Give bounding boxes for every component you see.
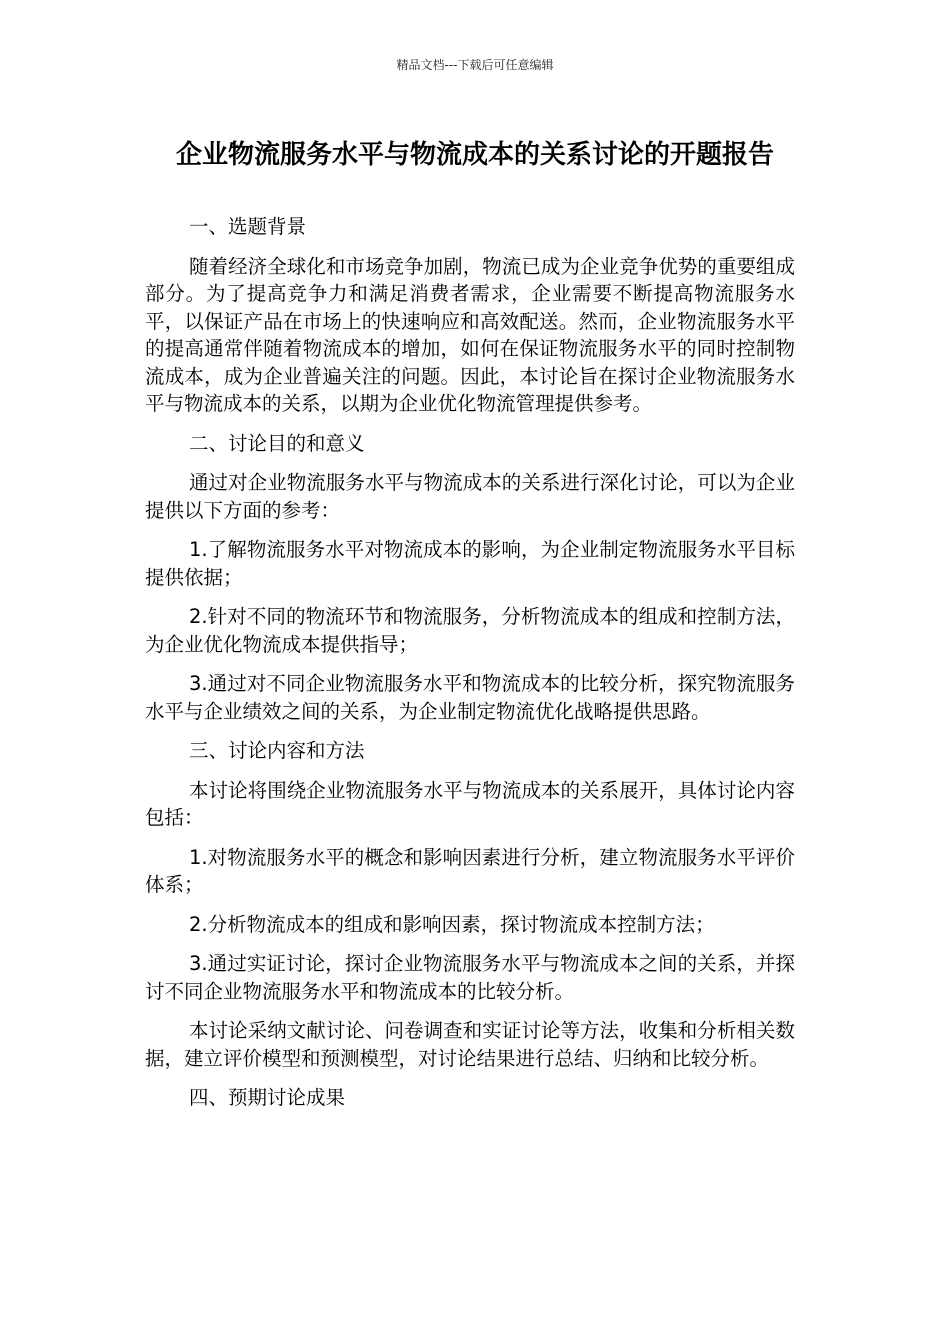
paragraph-background: 随着经济全球化和市场竞争加剧，物流已成为企业竞争优势的重要组成部分。为了提高竞争力和满足消费者需求，企业需要不断提高物流服务水平，以保证产品在市场上的快速响应和高效配送。然而，企业物流服务水平的提高通常伴随着物流成本的增加，如何在保证物流服务水平的同时控制物流成本，成为企业普遍关注的问题。因此，本讨论旨在探讨企业物流服务水平与物流成本的关系，以期为企业优化物流管理提供参考。 xyxy=(145,254,795,415)
section-heading-purpose: 二、讨论目的和意义 xyxy=(189,431,365,455)
document-body xyxy=(145,213,795,1124)
section-heading-content-methods: 三、讨论内容和方法 xyxy=(189,739,365,762)
list-item-purpose-1: 1.了解物流服务水平对物流成本的影响，为企业制定物流服务水平目标提供依据； xyxy=(145,538,795,589)
section-heading-expected-results: 四、预期讨论成果 xyxy=(189,1086,346,1109)
list-item-content-3: 3.通过实证讨论，探讨企业物流服务水平与物流成本之间的关系，并探讨不同企业物流服务水平和物流成本的比较分析。 xyxy=(145,952,795,1003)
document-title: 企业物流服务水平与物流成本的关系讨论的开题报告 xyxy=(175,140,774,170)
page-header-note: 精品文档---下载后可任意编辑 xyxy=(396,58,554,72)
section-heading-background: 一、选题背景 xyxy=(189,215,307,238)
paragraph-content-intro: 本讨论将围绕企业物流服务水平与物流成本的关系展开，具体讨论内容包括： xyxy=(145,778,795,829)
paragraph-methods: 本讨论采纳文献讨论、问卷调查和实证讨论等方法，收集和分析相关数据，建立评价模型和预测模型，对讨论结果进行总结、归纳和比较分析。 xyxy=(145,1019,795,1070)
paragraph-purpose-intro: 通过对企业物流服务水平与物流成本的关系进行深化讨论，可以为企业提供以下方面的参考： xyxy=(145,471,795,522)
list-item-purpose-2: 2.针对不同的物流环节和物流服务，分析物流成本的组成和控制方法，为企业优化物流成本提供指导； xyxy=(145,605,795,656)
list-item-purpose-3: 3.通过对不同企业物流服务水平和物流成本的比较分析，探究物流服务水平与企业绩效之间的关系，为企业制定物流优化战略提供思路。 xyxy=(145,672,795,723)
list-item-content-2: 2.分析物流成本的组成和影响因素，探讨物流成本控制方法； xyxy=(189,912,715,936)
list-item-content-1: 1.对物流服务水平的概念和影响因素进行分析，建立物流服务水平评价体系； xyxy=(145,845,795,896)
